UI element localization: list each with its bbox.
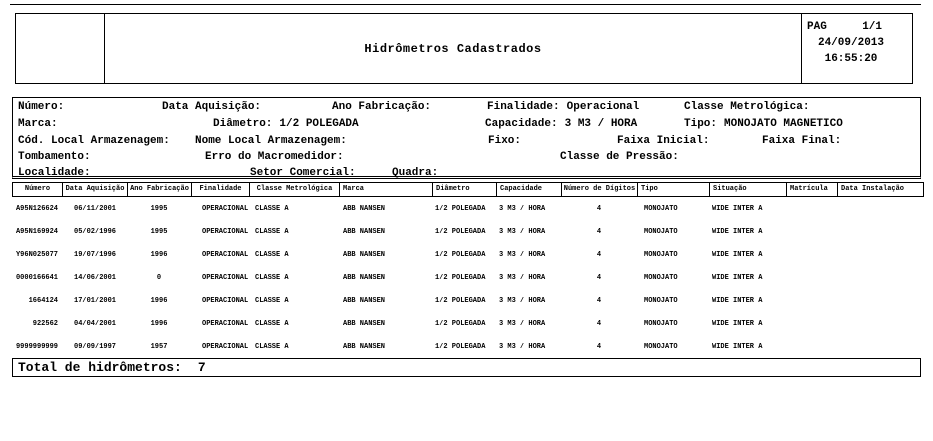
table-cell: 4 — [596, 273, 602, 282]
table-cell: MONOJATO — [644, 250, 678, 259]
page-number: 1/1 — [862, 21, 882, 33]
page-indicator — [802, 19, 912, 35]
table-cell: 1995 — [150, 204, 168, 213]
table-cell: MONOJATO — [644, 342, 678, 351]
table-cell: 05/02/1996 — [74, 227, 117, 236]
header-cell: Data Instalação — [841, 185, 905, 193]
logo-box — [15, 13, 105, 84]
table-cell: OPERACIONAL — [202, 342, 249, 351]
filter-tipo-value: MONOJATO MAGNETICO — [724, 118, 843, 130]
table-cell: 4 — [596, 342, 602, 351]
table-cell: OPERACIONAL — [202, 296, 249, 305]
table-cell: 922562 — [32, 319, 58, 328]
table-cell: 0000166641 — [15, 273, 58, 282]
table-cell: OPERACIONAL — [202, 227, 249, 236]
table-cell: 1/2 POLEGADA — [435, 273, 486, 282]
filter-capacidade-value: 3 M3 / HORA — [564, 118, 638, 130]
total-bar — [12, 358, 921, 377]
table-cell: 17/01/2001 — [74, 296, 117, 305]
header-cell: Ano Fabricação — [128, 183, 192, 196]
table-cell: ABB NANSEN — [343, 296, 386, 305]
table-cell: A95N126624 — [15, 204, 58, 213]
table-cell: CLASSE A — [255, 227, 289, 236]
table-cell: 3 M3 / HORA — [499, 319, 546, 328]
top-divider — [10, 4, 921, 5]
header-cell: Marca — [340, 183, 433, 196]
table-cell: 3 M3 / HORA — [499, 227, 546, 236]
table-row — [12, 197, 924, 220]
table-row — [12, 266, 924, 289]
table-cell: 1995 — [150, 227, 168, 236]
table-row — [12, 289, 924, 312]
table-cell: CLASSE A — [255, 296, 289, 305]
table-cell: ABB NANSEN — [343, 250, 386, 259]
filter-finalidade: Finalidade: Operacional — [487, 101, 640, 113]
table-cell: OPERACIONAL — [202, 319, 249, 328]
table-cell: 1664124 — [28, 296, 58, 305]
filter-diametro: Diâmetro: 1/2 POLEGADA — [213, 118, 359, 130]
table-cell: OPERACIONAL — [202, 204, 249, 213]
table-cell: 4 — [596, 204, 602, 213]
table-cell: ABB NANSEN — [343, 319, 386, 328]
table-cell: 3 M3 / HORA — [499, 273, 546, 282]
report-date: 24/09/2013 — [817, 37, 884, 49]
header-cell: Diâmetro — [433, 183, 497, 196]
header-cell: Capacidade — [497, 183, 562, 196]
table-cell: MONOJATO — [644, 204, 678, 213]
table-cell: WIDE INTER A — [712, 227, 763, 236]
table-cell: CLASSE A — [255, 319, 289, 328]
table-body — [12, 197, 924, 358]
table-cell: 1/2 POLEGADA — [435, 204, 486, 213]
header-cell: Tipo — [638, 183, 710, 196]
table-cell: 1957 — [150, 342, 168, 351]
filter-localidade-label: Localidade: — [18, 167, 91, 179]
table-cell: 1996 — [150, 319, 168, 328]
table-cell: 4 — [596, 319, 602, 328]
header-cell: Situação — [710, 183, 787, 196]
table-cell: ABB NANSEN — [343, 204, 386, 213]
report-time: 16:55:20 — [824, 53, 878, 65]
filter-fixo-label: Fixo: — [488, 135, 522, 147]
table-cell: WIDE INTER A — [712, 319, 763, 328]
filter-erro-macromedidor-label: Erro do Macromedidor: — [205, 151, 344, 163]
table-cell: WIDE INTER A — [712, 273, 763, 282]
table-cell: ABB NANSEN — [343, 227, 386, 236]
report-header — [15, 13, 913, 84]
table-cell: OPERACIONAL — [202, 273, 249, 282]
filter-classe-pressao-label: Classe de Pressão: — [560, 151, 679, 163]
report-title: Hidrômetros Cadastrados — [364, 41, 542, 56]
filter-classe-metrologica-label: Classe Metrológica: — [684, 101, 810, 113]
table-cell: 3 M3 / HORA — [499, 250, 546, 259]
pag-label: PAG — [807, 21, 827, 33]
table-cell: OPERACIONAL — [202, 250, 249, 259]
table-cell: 06/11/2001 — [74, 204, 117, 213]
table-cell: MONOJATO — [644, 296, 678, 305]
table-cell: 1996 — [150, 296, 168, 305]
table-cell: MONOJATO — [644, 319, 678, 328]
filter-ano-fabricacao-label: Ano Fabricação: — [332, 101, 432, 113]
filter-tipo: Tipo: MONOJATO MAGNETICO — [684, 118, 843, 130]
table-cell: A95N169924 — [15, 227, 58, 236]
filter-data-aquisicao-label: Data Aquisição: — [162, 101, 262, 113]
table-row — [12, 243, 924, 266]
filter-numero-label: Número: — [18, 101, 65, 113]
hydrometers-table — [12, 182, 924, 358]
table-row — [12, 312, 924, 335]
table-cell: 9999999999 — [15, 342, 58, 351]
table-cell: 09/09/1997 — [74, 342, 117, 351]
table-cell: CLASSE A — [255, 250, 289, 259]
table-cell: CLASSE A — [255, 342, 289, 351]
filter-faixa-final-label: Faixa Final: — [762, 135, 842, 147]
table-cell: CLASSE A — [255, 204, 289, 213]
filter-tombamento-label: Tombamento: — [18, 151, 91, 163]
filter-criteria-box — [12, 97, 921, 179]
table-cell: 4 — [596, 227, 602, 236]
total-label: Total de hidrômetros: — [18, 360, 182, 375]
table-cell: 04/04/2001 — [74, 319, 117, 328]
table-cell: 3 M3 / HORA — [499, 296, 546, 305]
filter-nome-local-label: Nome Local Armazenagem: — [195, 135, 347, 147]
header-cell: Número — [13, 183, 63, 196]
header-cell: Data Aquisição — [63, 183, 128, 196]
table-cell: ABB NANSEN — [343, 342, 386, 351]
table-cell: 1/2 POLEGADA — [435, 227, 486, 236]
table-cell: 14/06/2001 — [74, 273, 117, 282]
table-cell: MONOJATO — [644, 273, 678, 282]
table-cell: 1/2 POLEGADA — [435, 296, 486, 305]
table-cell: 1/2 POLEGADA — [435, 250, 486, 259]
filter-diametro-value: 1/2 POLEGADA — [279, 118, 359, 130]
filter-marca-label: Marca: — [18, 118, 58, 130]
table-cell: 1/2 POLEGADA — [435, 319, 486, 328]
table-cell: MONOJATO — [644, 227, 678, 236]
table-cell: 4 — [596, 296, 602, 305]
table-cell: WIDE INTER A — [712, 296, 763, 305]
filter-finalidade-value: Operacional — [566, 101, 640, 113]
filter-cod-local-label: Cód. Local Armazenagem: — [18, 135, 170, 147]
table-cell: CLASSE A — [255, 273, 289, 282]
header-cell: Finalidade — [192, 183, 250, 196]
title-box — [105, 13, 802, 84]
table-row — [12, 335, 924, 358]
table-cell: WIDE INTER A — [712, 342, 763, 351]
filter-setor-comercial-label: Setor Comercial: — [250, 167, 356, 179]
filter-quadra-label: Quadra: — [392, 167, 439, 179]
filter-capacidade: Capacidade: 3 M3 / HORA — [485, 118, 638, 130]
table-cell: 3 M3 / HORA — [499, 342, 546, 351]
table-cell: 0 — [156, 273, 162, 282]
table-cell: 1996 — [150, 250, 168, 259]
header-cell: Classe Metrológica — [250, 183, 340, 196]
table-cell: Y96N025077 — [15, 250, 58, 259]
table-header-row — [12, 182, 924, 197]
total-value: 7 — [197, 360, 206, 375]
page-info-box — [802, 13, 913, 84]
table-cell: 1/2 POLEGADA — [435, 342, 486, 351]
table-cell: ABB NANSEN — [343, 273, 386, 282]
header-cell: Matrícula — [787, 183, 838, 196]
table-cell: WIDE INTER A — [712, 204, 763, 213]
table-cell: WIDE INTER A — [712, 250, 763, 259]
filter-faixa-inicial-label: Faixa Inicial: — [617, 135, 710, 147]
table-cell: 4 — [596, 250, 602, 259]
table-row — [12, 220, 924, 243]
table-cell: 3 M3 / HORA — [499, 204, 546, 213]
table-cell: 19/07/1996 — [74, 250, 117, 259]
header-cell: Número de Dígitos — [562, 183, 638, 196]
